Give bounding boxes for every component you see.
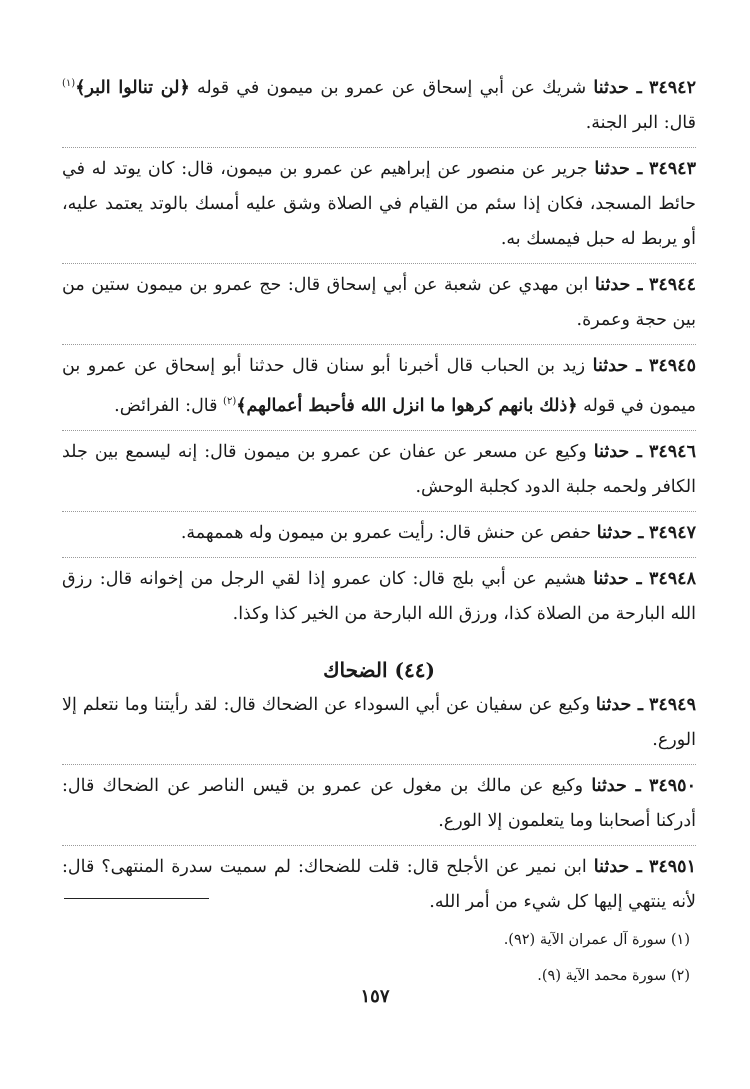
entry-number: ٣٤٩٥١	[648, 856, 696, 877]
footnote: (٢) سورة محمد الآية (٩).	[537, 968, 690, 984]
hadith-entry	[62, 435, 696, 512]
entry-text: زيد بن الحباب قال أخبرنا أبو سنان قال حدثنا أبو إسحاق عن عمرو بن ميمون في قوله	[62, 355, 696, 416]
hadith-entry	[62, 769, 696, 846]
entry-number: ٣٤٩٤٤	[648, 274, 696, 295]
entry-number: ٣٤٩٤٩	[648, 694, 696, 715]
entry-lead: ـ حدثنا	[595, 694, 643, 715]
entry-lead: ـ حدثنا	[593, 77, 642, 98]
entry-number: ٣٤٩٤٨	[648, 568, 696, 589]
entry-lead: ـ حدثنا	[592, 355, 642, 376]
entry-text: شريك عن أبي إسحاق عن عمرو بن ميمون في قوله	[189, 77, 594, 98]
hadith-entry	[62, 268, 696, 345]
entry-text: هشيم عن أبي بلج قال: كان عمرو إذا لقي الرجل من إخوانه قال: رزق الله البارحة من الصلاة كذا، ورزق الله البارحة من الخير كذا وكذا.	[62, 568, 696, 624]
page-number: ١٥٧	[360, 986, 390, 1007]
entry-lead: ـ حدثنا	[594, 158, 643, 179]
entry-lead: ـ حدثنا	[594, 274, 643, 295]
quran-quote: ﴿ذلك بانهم كرهوا ما انزل الله فأحبط أعمالهم﴾	[236, 395, 578, 416]
footnote-divider	[64, 898, 209, 899]
hadith-entry	[62, 516, 696, 558]
entry-number: ٣٤٩٤٧	[649, 522, 696, 543]
entry-text: وكيع عن سفيان عن أبي السوداء عن الضحاك قال: لقد رأيتنا وما نتعلم إلا الورع.	[62, 694, 696, 750]
entry-lead: ـ حدثنا	[596, 522, 644, 543]
entry-lead: ـ حدثنا	[591, 775, 641, 796]
hadith-entry	[62, 66, 696, 148]
entry-text: جرير عن منصور عن إبراهيم عن عمرو بن ميمون، قال: كان يوتد له في حائط المسجد، فكان إذا سئم من القيام في الصلاة وشق عليه أمسك بالوتد يعتمد عليه، أو يربط له حبل فيمسك به.	[62, 158, 696, 249]
entry-lead: ـ حدثنا	[593, 441, 642, 462]
entry-number: ٣٤٩٤٥	[648, 355, 696, 376]
entry-text: ابن مهدي عن شعبة عن أبي إسحاق قال: حج عمرو بن ميمون ستين من بين حجة وعمرة.	[62, 274, 696, 330]
entry-number: ٣٤٩٤٢	[648, 77, 696, 98]
entry-number: ٣٤٩٥٠	[648, 775, 696, 796]
entry-text: قال: الفرائض.	[114, 395, 224, 416]
entry-text: حفص عن حنش قال: رأيت عمرو بن ميمون وله هممهمة.	[180, 522, 597, 543]
footnote: (١) سورة آل عمران الآية (٩٢).	[503, 932, 690, 948]
entry-lead: ـ حدثنا	[593, 568, 642, 589]
entry-text: قال: البر الجنة.	[585, 112, 696, 133]
entry-text: ابن نمير عن الأجلح قال: قلت للضحاك: لم سميت سدرة المنتهى؟ قال: لأنه ينتهي إليها كل شيء من أمر الله.	[62, 856, 696, 912]
hadith-entry	[62, 688, 696, 765]
entry-text: وكيع عن مسعر عن عفان عن عمرو بن ميمون قال: إنه ليسمع بين جلد الكافر ولحمه جلبة الدود كجلبة الوحش.	[62, 441, 696, 497]
footnote-ref: (١)	[62, 78, 76, 89]
hadith-entry	[62, 850, 696, 926]
hadith-entry	[62, 562, 696, 638]
hadith-entry	[62, 349, 696, 431]
entry-text: وكيع عن مالك بن مغول عن عمرو بن قيس الناصر عن الضحاك قال: أدركنا أصحابنا وما يتعلمون إلا الورع.	[62, 775, 696, 831]
page-body	[62, 66, 696, 930]
hadith-entry	[62, 152, 696, 264]
entry-number: ٣٤٩٤٦	[648, 441, 696, 462]
quran-quote: ﴿لن تنالوا البر﴾	[75, 77, 190, 98]
footnote-ref: (٢)	[223, 395, 237, 407]
entry-lead: ـ حدثنا	[593, 856, 642, 877]
entry-number: ٣٤٩٤٣	[648, 158, 696, 179]
section-heading: (٤٤) الضحاك	[323, 657, 435, 682]
